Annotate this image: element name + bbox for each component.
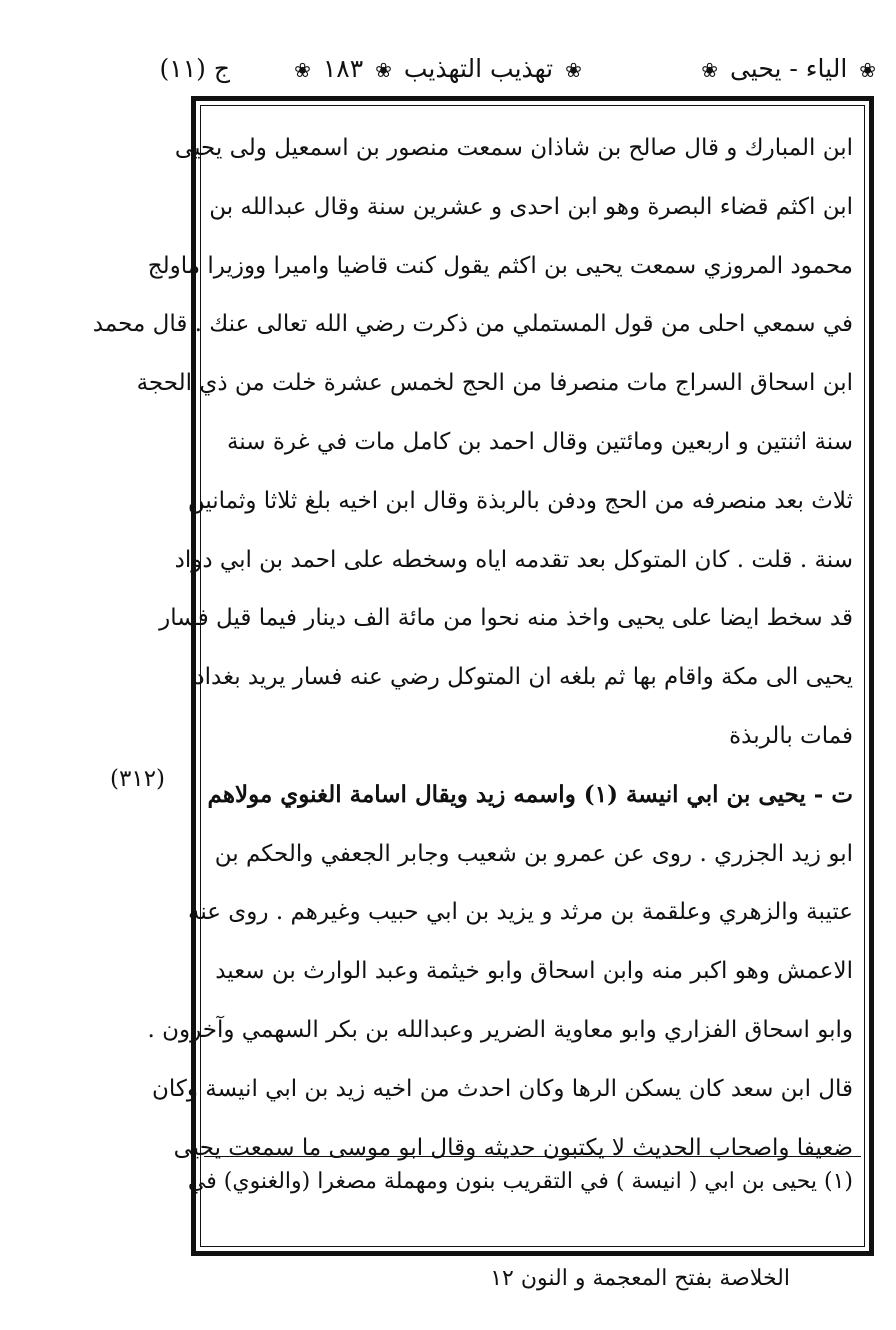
footnote-continuation: الخلاصة بفتح المعجمة و النون ١٢ <box>490 1266 790 1291</box>
footnote: (١) يحيى بن ابي ( انيسة ) في التقريب بنون ومهملة مصغرا (والغنوي) في <box>187 1169 853 1194</box>
text-line: قد سخط ايضا على يحيى واخذ منه نحوا من مائة الف دينار فيما قيل فسار <box>159 605 853 632</box>
page-header <box>0 48 896 92</box>
volume-number: ج (١١) <box>159 54 230 83</box>
book-title: تهذيب التهذيب <box>403 54 554 83</box>
entry-number: (٣١٢) <box>110 766 166 792</box>
ornament-icon: ❀ <box>859 58 876 82</box>
text-line: في سمعي احلى من قول المستملي من ذكرت رضي الله تعالى عنك . قال محمد <box>92 311 853 338</box>
ornament-icon: ❀ <box>375 58 392 82</box>
ornament-icon: ❀ <box>565 58 582 82</box>
text-line: قال ابن سعد كان يسكن الرها وكان احدث من اخيه زيد بن ابي انيسة وكان <box>152 1075 853 1102</box>
entry-heading-line: ت - يحيى بن ابي انيسة (١) واسمه زيد ويقال اسامة الغنوي مولاهم <box>207 780 853 808</box>
text-line: الاعمش وهو اكبر منه وابن اسحاق وابو خيثمة وعبد الوارث بن سعيد <box>215 958 853 985</box>
text-line: ابن اسحاق السراج مات منصرفا من الحج لخمس عشرة خلت من ذي الحجة <box>136 370 853 397</box>
text-line: ابو زيد الجزري . روى عن عمرو بن شعيب وجابر الجعفي والحكم بن <box>214 840 853 867</box>
text-line: ابن اكثم قضاء البصرة وهو ابن احدى و عشرين سنة وقال عبدالله بن <box>209 193 853 220</box>
ornament-icon: ❀ <box>294 58 311 82</box>
text-line: عتيبة والزهري وعلقمة بن مرثد و يزيد بن ابي حبيب وغيرهم . روى عنه <box>188 899 853 926</box>
text-line: ضعيفا واصحاب الحديث لا يكتبون حديثه وقال ابو موسى ما سمعت يحيى <box>173 1134 853 1161</box>
text-line: ثلاث بعد منصرفه من الحج ودفن بالربذة وقال ابن اخيه بلغ ثلاثا وثمانين <box>187 487 853 514</box>
text-line: يحيى الى مكة واقام بها ثم بلغه ان المتوكل رضي عنه فسار يريد بغداد <box>194 664 853 691</box>
footnote-divider <box>204 1156 861 1157</box>
section-heading <box>697 54 880 83</box>
text-line: سنة اثنتين و اربعين ومائتين وقال احمد بن كامل مات في غرة سنة <box>226 428 853 455</box>
text-line: وابو اسحاق الفزاري وابو معاوية الضرير وعبدالله بن بكر السهمي وآخرون . <box>147 1016 853 1043</box>
running-title <box>280 54 596 83</box>
section-title: الياء - يحيى <box>729 54 848 83</box>
text-line: محمود المروزي سمعت يحيى بن اكثم يقول كنت قاضيا واميرا ووزيرا ماولج <box>147 252 853 279</box>
page-number: ١٨٣ <box>322 54 364 83</box>
text-line: سنة . قلت . كان المتوكل بعد تقدمه اياه وسخطه على احمد بن ابي دواد <box>174 546 853 573</box>
text-line: ابن المبارك و قال صالح بن شاذان سمعت منصور بن اسمعيل ولى يحيى <box>174 135 853 161</box>
ornament-icon: ❀ <box>701 58 719 82</box>
text-line: فمات بالربذة <box>729 722 853 749</box>
